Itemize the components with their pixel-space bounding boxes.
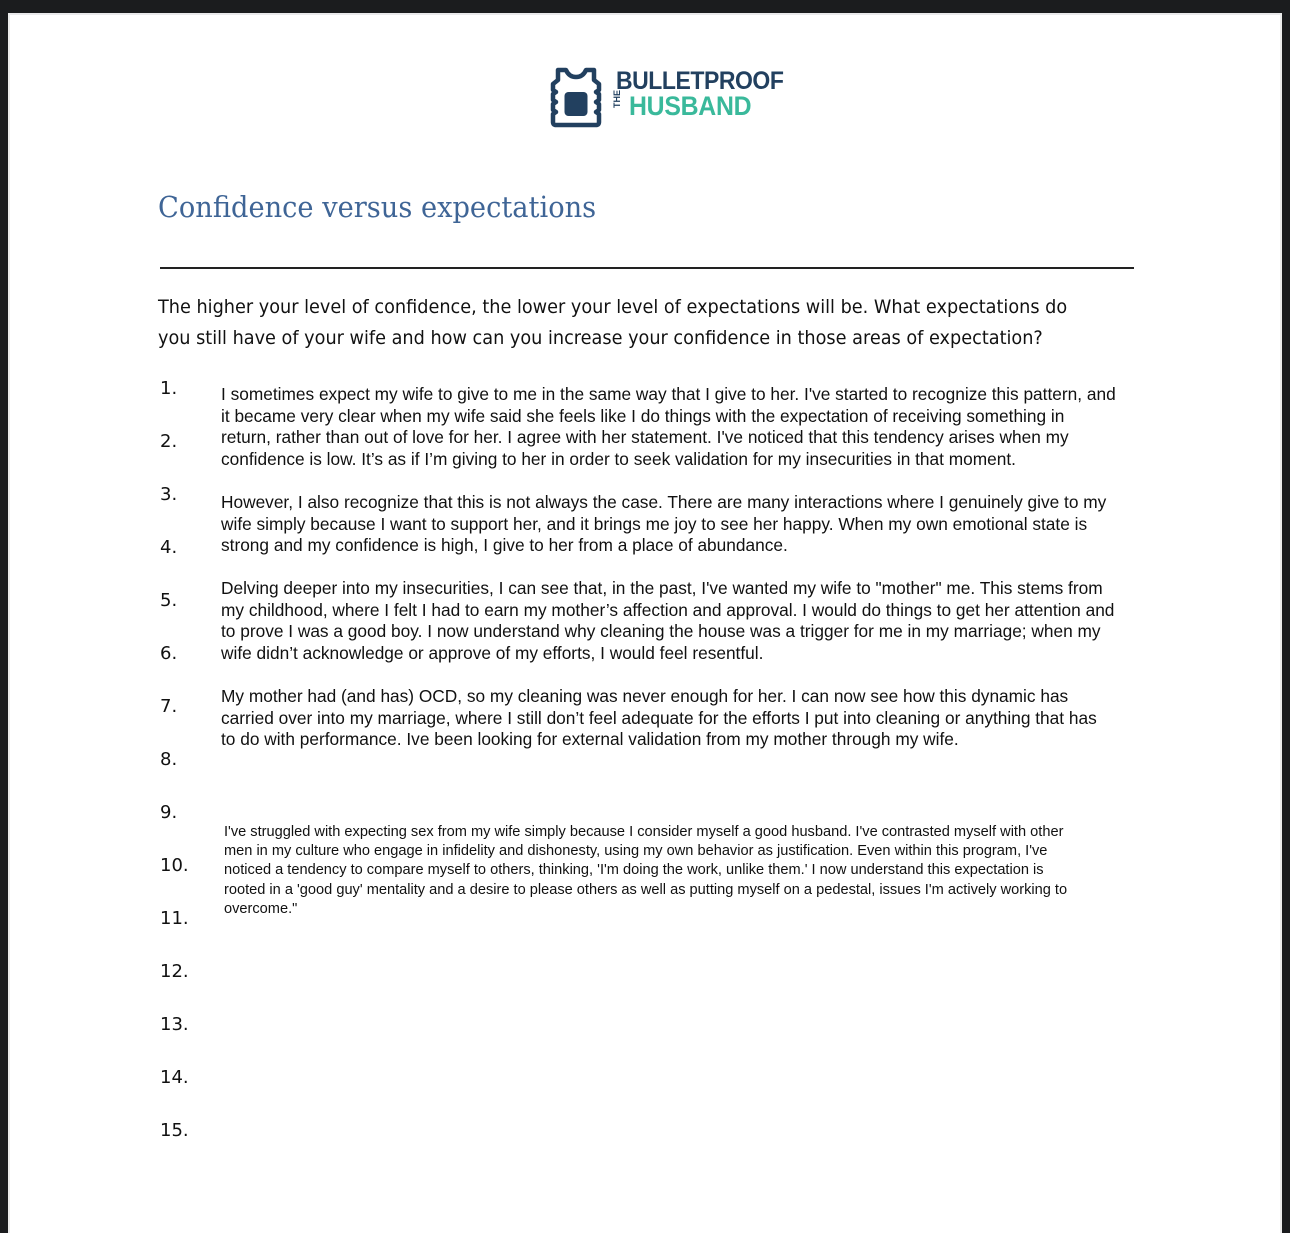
list-number: 3.: [160, 484, 178, 505]
prompt-line: you still have of your wife and how can you increase your confidence in those areas of expectation?: [158, 327, 1043, 349]
logo: [546, 66, 796, 132]
list-number: 12.: [160, 961, 189, 982]
answer-line: to do with performance. Ive been looking for external validation from my mother through my wife.: [221, 729, 959, 750]
answer-line: I sometimes expect my wife to give to me in the same way that I give to her. I've started to recognize this pattern, and: [221, 384, 1116, 404]
logo-the: THE: [612, 90, 622, 108]
answer-line: My mother had (and has) OCD, so my cleaning was never enough for her. I can now see how this dynamic has: [221, 686, 1069, 706]
list-number: 13.: [160, 1014, 189, 1035]
answer-line: confidence is low. It’s as if I’m giving to her in order to seek validation for my insecurities in that moment.: [221, 448, 1016, 469]
list-number: 4.: [160, 537, 178, 558]
answer-line: I've struggled with expecting sex from my wife simply because I consider myself a good husband. I've contrasted myself with other: [224, 824, 1064, 840]
answer-line: carried over into my marriage, where I still don’t feel adequate for the efforts I put into cleaning or anything that has: [221, 707, 1097, 728]
list-number: 10.: [160, 855, 189, 876]
answer-paragraph: [224, 823, 1204, 919]
list-number: 14.: [160, 1067, 189, 1088]
list-number: 8.: [160, 749, 178, 770]
answer-line: it became very clear when my wife said she feels like I do things with the expectation of receiving something in: [221, 405, 1065, 426]
logo-line2: HUSBAND: [629, 91, 752, 121]
title-divider: [160, 267, 1134, 269]
bulletproof-vest-icon: [546, 66, 606, 128]
answer-line: However, I also recognize that this is not always the case. There are many interactions where I genuinely give to my: [221, 492, 1107, 512]
logo-line1: BULLETPROOF: [616, 67, 784, 95]
list-number: 15.: [160, 1120, 189, 1141]
answer-line: to prove I was a good boy. I now understand why cleaning the house was a trigger for me in my marriage; when my: [221, 621, 1101, 642]
answer-line: Delving deeper into my insecurities, I can see that, in the past, I've wanted my wife to "mother" me. This stems from: [221, 578, 1103, 598]
answer-line: men in my culture who engage in infidelity and dishonesty, using my own behavior as justification. Even within this program, I've: [224, 843, 1048, 860]
answer-line: my childhood, where I felt I had to earn my mother’s affection and approval. I would do things to get her attention and: [221, 599, 1115, 620]
prompt-line: The higher your level of confidence, the lower your level of expectations will be. What expectations do: [158, 296, 1068, 318]
answer-line: overcome.": [224, 900, 298, 917]
answer-line: noticed a tendency to compare myself to others, thinking, 'I'm doing the work, unlike them.' I now understand this expectation is: [224, 862, 1044, 879]
list-number: 5.: [160, 590, 178, 611]
answer-paragraph: [221, 384, 1201, 470]
list-number: 1.: [160, 378, 178, 399]
answer-line: return, rather than out of love for her. I agree with her statement. I've noticed that this tendency arises when my: [221, 427, 1069, 448]
list-number: 2.: [160, 431, 178, 452]
answer-line: strong and my confidence is high, I give to her from a place of abundance.: [221, 535, 788, 556]
page-title: Confidence versus expectations: [158, 190, 597, 224]
answer-line: wife simply because I want to support her, and it brings me joy to see her happy. When my own emotional state is: [221, 513, 1088, 534]
answer-paragraph: [221, 686, 1201, 751]
answer-paragraph: [221, 492, 1201, 557]
answer-paragraph: [221, 578, 1201, 664]
list-number: 9.: [160, 802, 178, 823]
answer-line: wife didn’t acknowledge or approve of my efforts, I would feel resentful.: [221, 642, 764, 663]
list-number: 11.: [160, 908, 189, 929]
list-number: 7.: [160, 696, 178, 717]
answer-line: rooted in a 'good guy' mentality and a desire to please others as well as putting myself on a pedestal, issues I'm actively working to: [224, 881, 1068, 898]
document-page: [8, 13, 1282, 1233]
list-number: 6.: [160, 643, 178, 664]
prompt-text: [158, 292, 1069, 354]
